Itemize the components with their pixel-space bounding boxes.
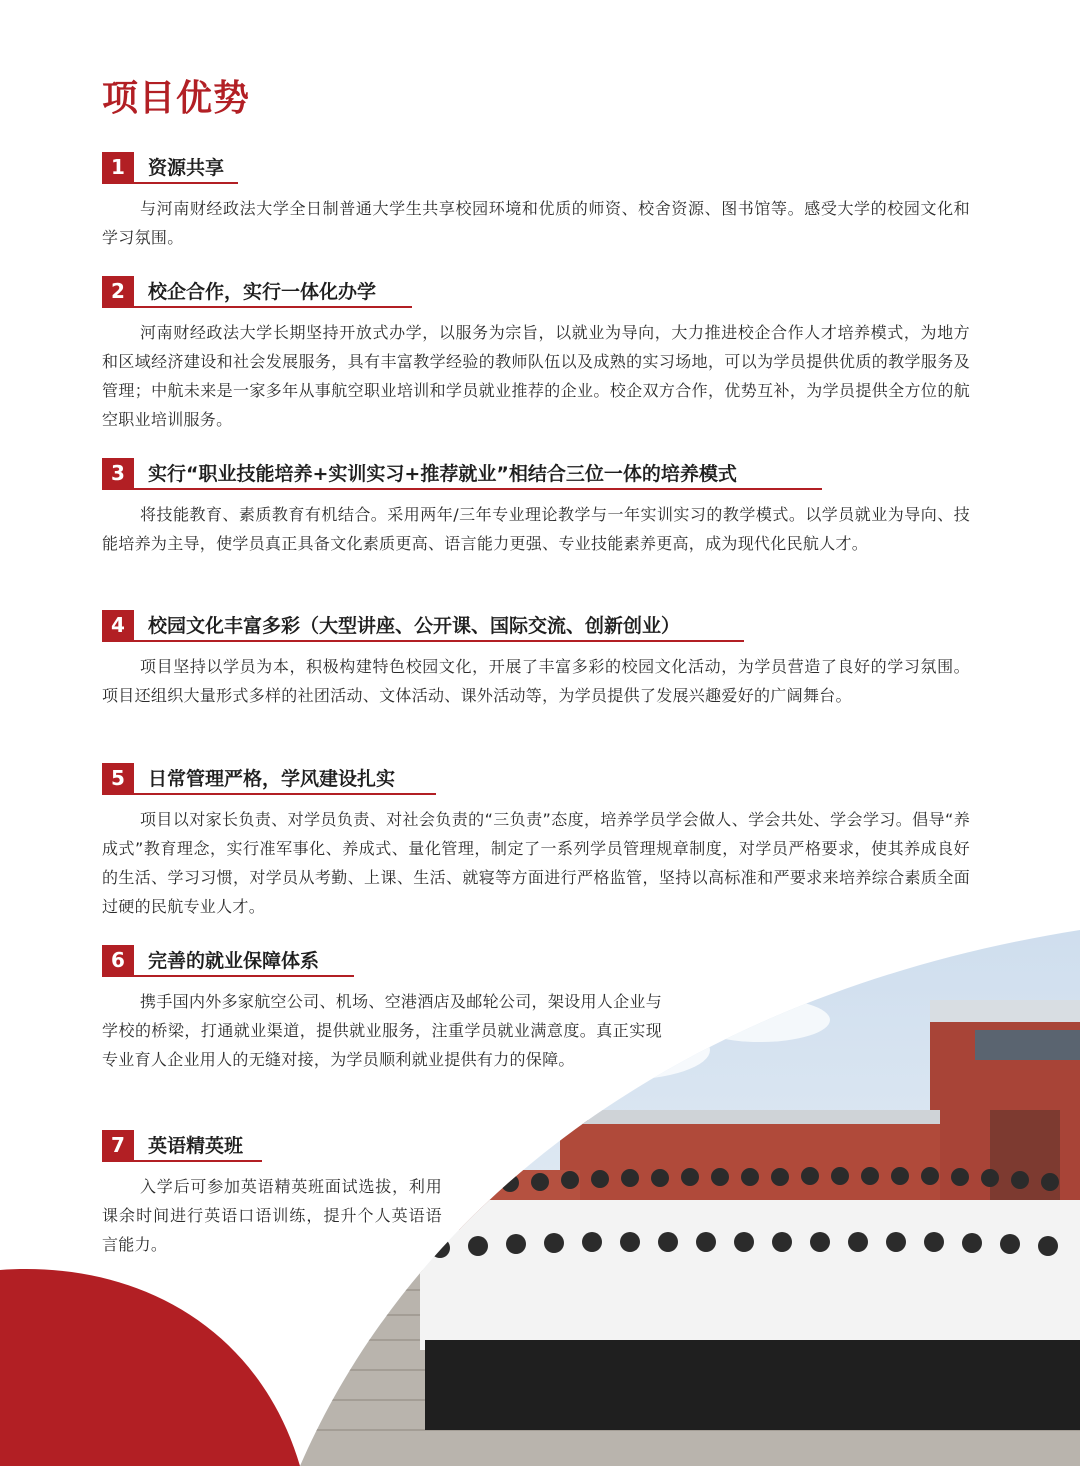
- section-1: [102, 152, 970, 252]
- section-number: 5: [102, 763, 134, 793]
- section-2: [102, 276, 970, 434]
- section-3: [102, 458, 970, 558]
- section-body: 入学后可参加英语精英班面试选拔，利用课余时间进行英语口语训练，提升个人英语语言能力。: [102, 1177, 442, 1254]
- section-title: 完善的就业保障体系: [148, 950, 320, 972]
- section-number: 1: [102, 152, 134, 182]
- section-title: 英语精英班: [148, 1135, 244, 1157]
- section-title: 校园文化丰富多彩（大型讲座、公开课、国际交流、创新创业）: [148, 615, 681, 637]
- section-title: 实行“职业技能培养+实训实习+推荐就业”相结合三位一体的培养模式: [148, 463, 737, 485]
- section-title: 资源共享: [148, 157, 225, 179]
- section-body: 项目以对家长负责、对学员负责、对社会负责的“三负责”态度，培养学员学会做人、学会共处、学会学习。倡导“养成式”教育理念，实行准军事化、养成式、量化管理，制定了一系列学员管理规章制度，对学员严格要求，使其养成良好的生活、学习习惯，对学员从考勤、上课、生活、就寝等方面进行严格监管，坚持以高标准和严要求来培养综合素质全面过硬的民航专业人才。: [102, 810, 970, 916]
- section-6: [102, 945, 662, 1074]
- section-number: 2: [102, 276, 134, 306]
- section-body: 将技能教育、素质教育有机结合。采用两年/三年专业理论教学与一年实训实习的教学模式。以学员就业为导向、技能培养为主导，使学员真正具备文化素质更高、语言能力更强、专业技能素养更高，成为现代化民航人才。: [102, 505, 970, 553]
- section-number: 4: [102, 610, 134, 640]
- page-title: 项目优势: [102, 78, 251, 119]
- section-7: [102, 1130, 442, 1259]
- section-underline: [102, 182, 238, 184]
- section-underline: [102, 975, 354, 977]
- section-underline: [102, 640, 744, 642]
- section-body: 携手国内外多家航空公司、机场、空港酒店及邮轮公司，架设用人企业与学校的桥梁，打通就业渠道，提供就业服务，注重学员就业满意度。真正实现专业育人企业用人的无缝对接，为学员顺利就业提供有力的保障。: [102, 992, 662, 1069]
- section-underline: [102, 793, 436, 795]
- section-underline: [102, 488, 822, 490]
- section-underline: [102, 1160, 262, 1162]
- section-number: 7: [102, 1130, 134, 1160]
- section-number: 6: [102, 945, 134, 975]
- section-5: [102, 763, 970, 921]
- section-body: 项目坚持以学员为本，积极构建特色校园文化，开展了丰富多彩的校园文化活动，为学员营造了良好的学习氛围。项目还组织大量形式多样的社团活动、文体活动、课外活动等，为学员提供了发展兴趣爱好的广阔舞台。: [102, 657, 970, 705]
- section-number: 3: [102, 458, 134, 488]
- section-body: 与河南财经政法大学全日制普通大学生共享校园环境和优质的师资、校舍资源、图书馆等。感受大学的校园文化和学习氛围。: [102, 199, 970, 247]
- section-title: 校企合作，实行一体化办学: [148, 281, 377, 303]
- section-body: 河南财经政法大学长期坚持开放式办学，以服务为宗旨，以就业为导向，大力推进校企合作人才培养模式，为地方和区域经济建设和社会发展服务，具有丰富教学经验的教师队伍以及成熟的实习场地，可以为学员提供优质的教学服务及管理；中航未来是一家多年从事航空职业培训和学员就业推荐的企业。校企双方合作，优势互补，为学员提供全方位的航空职业培训服务。: [102, 323, 970, 429]
- section-underline: [102, 306, 412, 308]
- section-title: 日常管理严格，学风建设扎实: [148, 768, 396, 790]
- section-4: [102, 610, 970, 710]
- red-swoosh-decoration: [0, 1240, 340, 1466]
